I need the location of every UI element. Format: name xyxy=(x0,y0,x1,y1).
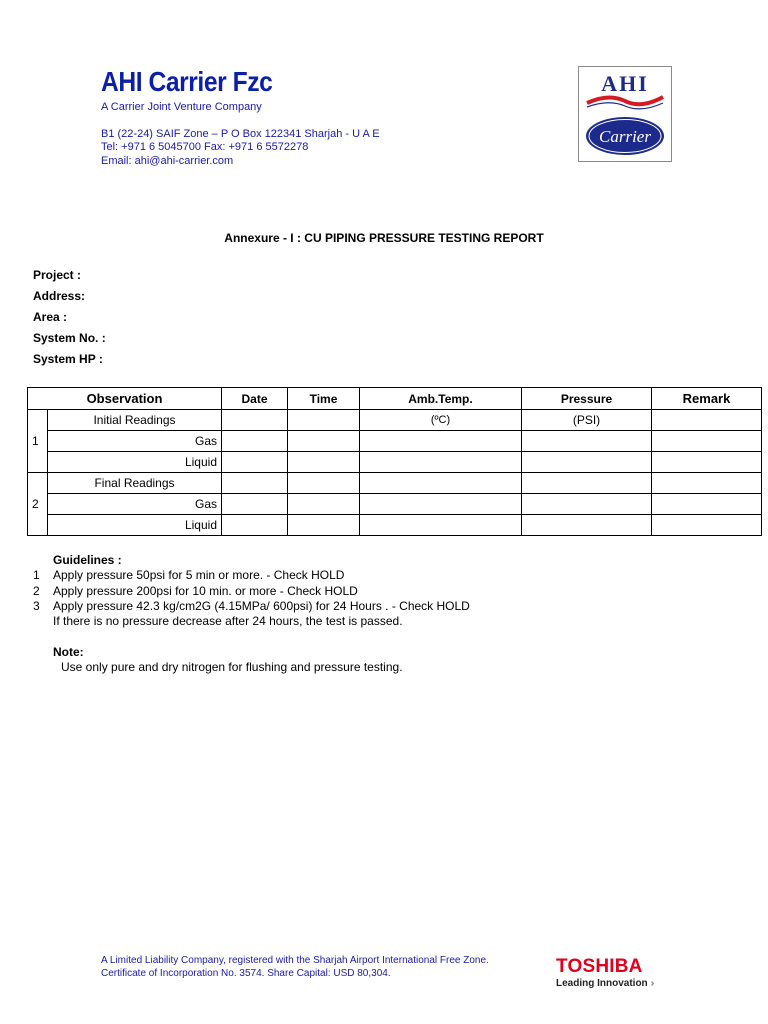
row-group-number: 1 xyxy=(28,410,48,473)
svg-text:Carrier: Carrier xyxy=(599,127,651,146)
guideline-number: 1 xyxy=(33,568,40,583)
time-cell xyxy=(288,515,360,536)
date-cell xyxy=(222,515,288,536)
address-label: Address: xyxy=(33,289,86,303)
date-header: Date xyxy=(222,388,288,410)
guideline-conclusion-row xyxy=(33,614,470,629)
amb-temp-header: Amb.Temp. xyxy=(360,388,522,410)
ahi-carrier-logo xyxy=(578,66,672,162)
company-address: B1 (22-24) SAIF Zone – P O Box 122341 Sharjah - U A E xyxy=(101,128,380,140)
remark-cell xyxy=(652,473,762,494)
guideline-text: Apply pressure 50psi for 5 min or more. - Check HOLD xyxy=(53,568,345,583)
report-title: Annexure - I : CU PIPING PRESSURE TESTING REPORT xyxy=(224,231,544,245)
pressure-cell xyxy=(522,431,652,452)
chevrons-icon: ››› xyxy=(650,978,652,989)
time-cell xyxy=(288,431,360,452)
time-header: Time xyxy=(288,388,360,410)
date-cell xyxy=(222,410,288,431)
project-label: Project : xyxy=(33,268,82,282)
date-cell xyxy=(222,452,288,473)
remark-cell xyxy=(652,494,762,515)
guideline-item xyxy=(33,599,470,614)
row-group-number: 2 xyxy=(28,473,48,536)
liquid-label: Liquid xyxy=(48,452,222,473)
pressure-unit-cell: (PSI) xyxy=(522,410,652,431)
date-cell xyxy=(222,494,288,515)
system-hp-label: System HP : xyxy=(33,352,103,366)
table-row xyxy=(28,494,762,515)
table-row xyxy=(28,452,762,473)
table-header-row xyxy=(28,388,762,410)
guideline-item xyxy=(33,584,470,599)
guideline-number: 2 xyxy=(33,583,40,598)
amb-temp-cell xyxy=(360,494,522,515)
system-no-label: System No. : xyxy=(33,331,106,345)
toshiba-logo: TOSHIBA xyxy=(556,956,643,977)
table-row xyxy=(28,431,762,452)
guideline-conclusion: If there is no pressure decrease after 24 hours, the test is passed. xyxy=(53,614,403,629)
table-row xyxy=(28,473,762,494)
area-label: Area : xyxy=(33,310,68,324)
time-cell xyxy=(288,410,360,431)
date-cell xyxy=(222,431,288,452)
company-phone: Tel: +971 6 5045700 Fax: +971 6 5572278 xyxy=(101,141,309,153)
company-email: Email: ahi@ahi-carrier.com xyxy=(101,155,234,167)
gas-label: Gas xyxy=(48,494,222,515)
company-name: AHI Carrier Fzc xyxy=(101,66,273,97)
guidelines-section xyxy=(33,553,470,629)
table-row xyxy=(28,515,762,536)
observation-table xyxy=(27,387,762,536)
svg-text:AHI: AHI xyxy=(601,71,649,96)
toshiba-tagline-text: Leading Innovation xyxy=(556,978,648,989)
guidelines-title: Guidelines : xyxy=(53,553,122,567)
company-tagline: A Carrier Joint Venture Company xyxy=(101,101,262,113)
pressure-cell xyxy=(522,494,652,515)
pressure-cell xyxy=(522,473,652,494)
amb-temp-cell xyxy=(360,431,522,452)
final-readings-label: Final Readings xyxy=(48,473,222,494)
guideline-item xyxy=(33,568,470,583)
remark-cell xyxy=(652,515,762,536)
temp-unit-cell: (ºC) xyxy=(360,410,522,431)
liquid-label: Liquid xyxy=(48,515,222,536)
pressure-header: Pressure xyxy=(522,388,652,410)
remark-header: Remark xyxy=(652,388,762,410)
table-row xyxy=(28,410,762,431)
footer-line-1: A Limited Liability Company, registered with the Sharjah Airport International Free Zone. xyxy=(101,955,489,966)
time-cell xyxy=(288,473,360,494)
footer-line-2: Certificate of Incorporation No. 3574. Share Capital: USD 80,304. xyxy=(101,967,391,979)
amb-temp-cell xyxy=(360,473,522,494)
guidelines-title-row xyxy=(33,553,470,568)
footer-legal xyxy=(101,955,489,980)
date-cell xyxy=(222,473,288,494)
toshiba-tagline xyxy=(556,978,651,989)
note-text: Use only pure and dry nitrogen for flushing and pressure testing. xyxy=(61,660,403,674)
guideline-text: Apply pressure 42.3 kg/cm2G (4.15MPa/ 600psi) for 24 Hours . - Check HOLD xyxy=(53,598,470,613)
remark-cell xyxy=(652,452,762,473)
guideline-number: 3 xyxy=(33,598,40,613)
remark-cell xyxy=(652,410,762,431)
observation-header: Observation xyxy=(28,388,222,410)
note-title: Note: xyxy=(53,645,84,659)
time-cell xyxy=(288,494,360,515)
gas-label: Gas xyxy=(48,431,222,452)
initial-readings-label: Initial Readings xyxy=(48,410,222,431)
pressure-cell xyxy=(522,452,652,473)
guideline-text: Apply pressure 200psi for 10 min. or more - Check HOLD xyxy=(53,583,358,598)
remark-cell xyxy=(652,431,762,452)
time-cell xyxy=(288,452,360,473)
pressure-cell xyxy=(522,515,652,536)
amb-temp-cell xyxy=(360,515,522,536)
amb-temp-cell xyxy=(360,452,522,473)
ahi-carrier-logo-graphic xyxy=(579,67,671,161)
